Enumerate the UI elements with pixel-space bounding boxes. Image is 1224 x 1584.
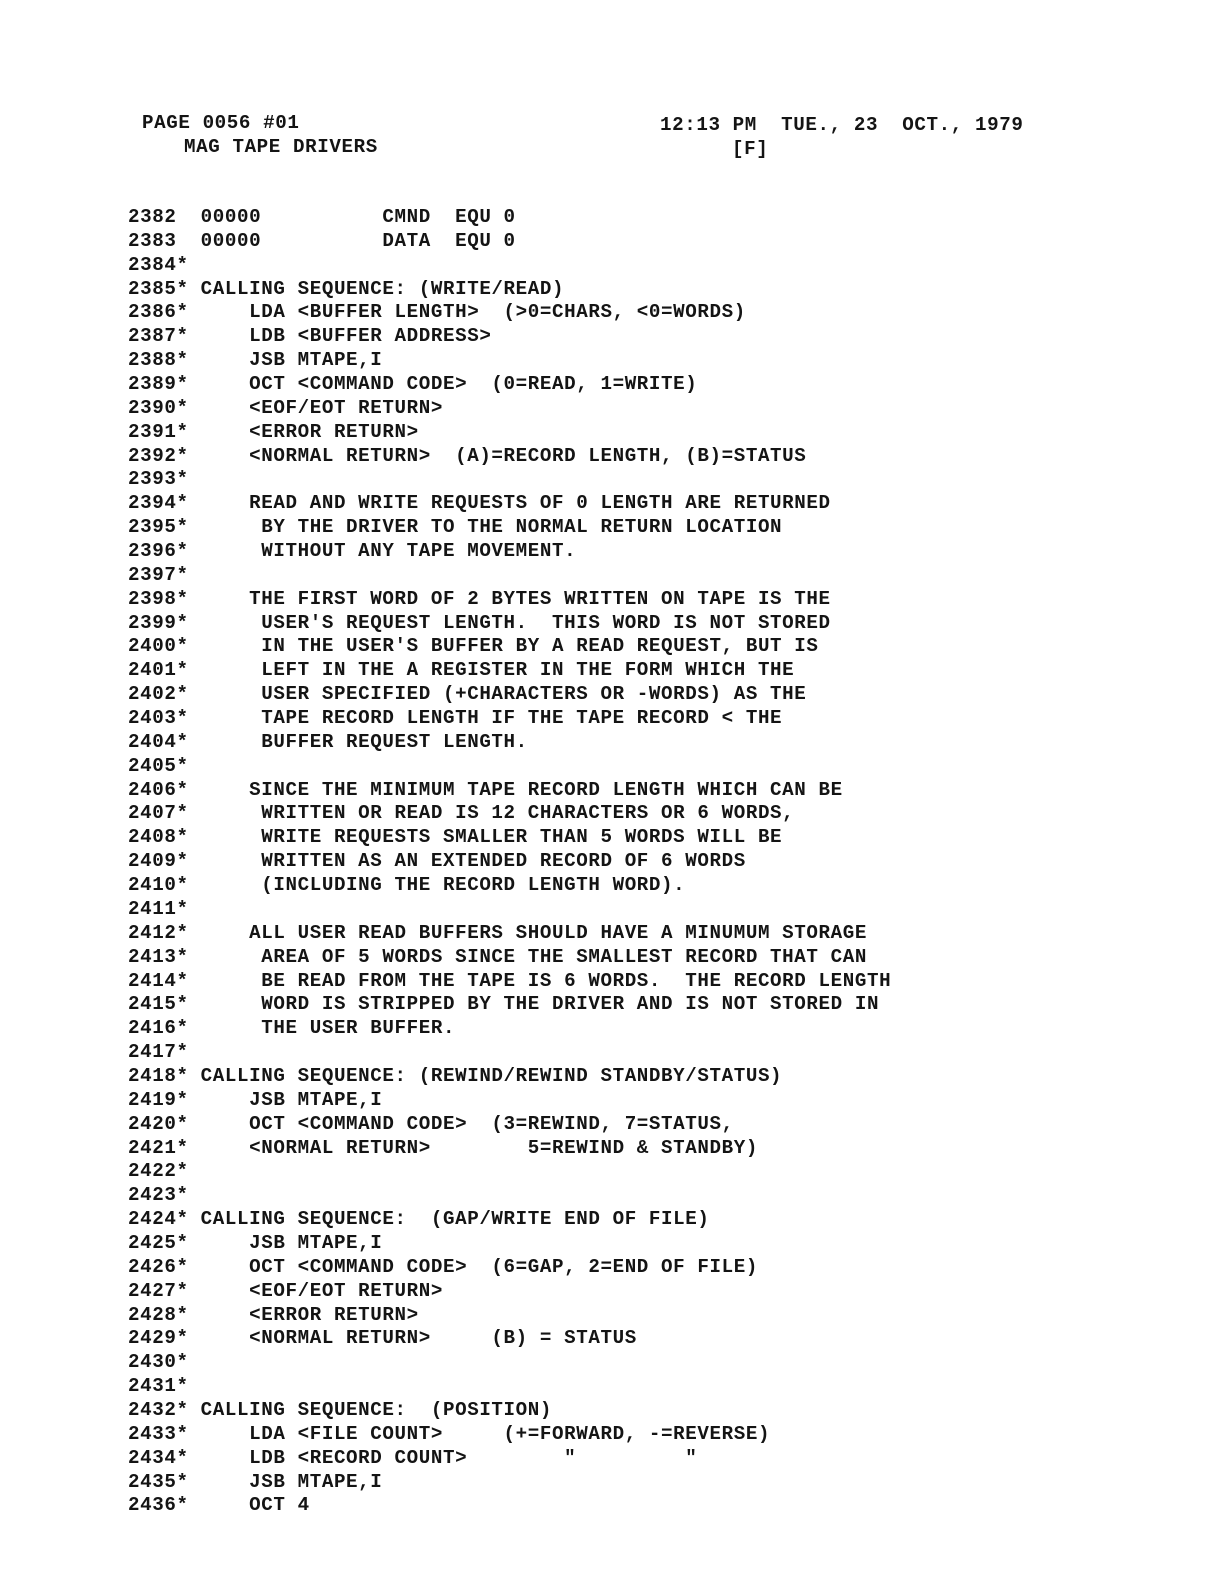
listing-line: 2417* bbox=[128, 1041, 189, 1064]
listing-line: 2425* JSB MTAPE,I bbox=[128, 1231, 383, 1254]
listing-line: 2406* SINCE THE MINIMUM TAPE RECORD LENGTH WHICH CAN BE bbox=[128, 778, 843, 801]
listing-line: 2392* <NORMAL RETURN> (A)=RECORD LENGTH, (B)=STATUS bbox=[128, 444, 807, 467]
listing-line: 2399* USER'S REQUEST LENGTH. THIS WORD IS NOT STORED bbox=[128, 611, 831, 634]
listing-line: 2388* JSB MTAPE,I bbox=[128, 349, 383, 372]
listing-line: 2394* READ AND WRITE REQUESTS OF 0 LENGTH ARE RETURNED bbox=[128, 492, 831, 515]
listing-line: 2416* THE USER BUFFER. bbox=[128, 1017, 456, 1040]
listing-line: 2401* LEFT IN THE A REGISTER IN THE FORM WHICH THE bbox=[128, 659, 795, 682]
page-number: PAGE 0056 #01 bbox=[142, 112, 300, 134]
listing-line: 2424* CALLING SEQUENCE: (GAP/WRITE END OF FILE) bbox=[128, 1208, 710, 1231]
listing-line: 2420* OCT <COMMAND CODE> (3=REWIND, 7=STATUS, bbox=[128, 1112, 734, 1135]
code-listing bbox=[128, 206, 891, 1518]
listing-line: 2433* LDA <FILE COUNT> (+=FORWARD, -=REVERSE) bbox=[128, 1422, 771, 1445]
listing-line: 2387* LDB <BUFFER ADDRESS> bbox=[128, 325, 492, 348]
listing-line: 2405* bbox=[128, 754, 189, 777]
listing-line: 2389* OCT <COMMAND CODE> (0=READ, 1=WRITE) bbox=[128, 373, 698, 396]
listing-line: 2421* <NORMAL RETURN> 5=REWIND & STANDBY) bbox=[128, 1136, 758, 1159]
listing-line: 2415* WORD IS STRIPPED BY THE DRIVER AND IS NOT STORED IN bbox=[128, 993, 880, 1016]
listing-line: 2386* LDA <BUFFER LENGTH> (>0=CHARS, <0=WORDS) bbox=[128, 301, 746, 324]
listing-line: 2391* <ERROR RETURN> bbox=[128, 420, 419, 443]
listing-line: 2382 00000 CMND EQU 0 bbox=[128, 206, 516, 228]
listing-line: 2402* USER SPECIFIED (+CHARACTERS OR -WORDS) AS THE bbox=[128, 683, 807, 706]
listing-line: 2383 00000 DATA EQU 0 bbox=[128, 229, 516, 252]
listing-line: 2398* THE FIRST WORD OF 2 BYTES WRITTEN ON TAPE IS THE bbox=[128, 587, 831, 610]
listing-line: 2426* OCT <COMMAND CODE> (6=GAP, 2=END OF FILE) bbox=[128, 1255, 758, 1278]
listing-line: 2419* JSB MTAPE,I bbox=[128, 1088, 383, 1111]
listing-line: 2423* bbox=[128, 1184, 189, 1207]
listing-line: 2411* bbox=[128, 897, 189, 920]
listing-line: 2431* bbox=[128, 1375, 189, 1398]
listing-line: 2403* TAPE RECORD LENGTH IF THE TAPE RECORD < THE bbox=[128, 707, 783, 730]
listing-line: 2396* WITHOUT ANY TAPE MOVEMENT. bbox=[128, 540, 577, 563]
listing-line: 2434* LDB <RECORD COUNT> " " bbox=[128, 1446, 698, 1469]
listing-line: 2410* (INCLUDING THE RECORD LENGTH WORD). bbox=[128, 874, 686, 897]
listing-line: 2432* CALLING SEQUENCE: (POSITION) bbox=[128, 1398, 553, 1421]
section-code: [F] bbox=[732, 138, 769, 160]
section-title: MAG TAPE DRIVERS bbox=[184, 136, 378, 158]
listing-line: 2395* BY THE DRIVER TO THE NORMAL RETURN LOCATION bbox=[128, 516, 783, 539]
listing-line: 2427* <EOF/EOT RETURN> bbox=[128, 1279, 443, 1302]
listing-line: 2412* ALL USER READ BUFFERS SHOULD HAVE A MINUMUM STORAGE bbox=[128, 921, 867, 944]
listing-line: 2428* <ERROR RETURN> bbox=[128, 1303, 419, 1326]
listing-line: 2407* WRITTEN OR READ IS 12 CHARACTERS OR 6 WORDS, bbox=[128, 802, 795, 825]
listing-line: 2436* OCT 4 bbox=[128, 1494, 310, 1517]
listing-line: 2429* <NORMAL RETURN> (B) = STATUS bbox=[128, 1327, 637, 1350]
listing-line: 2393* bbox=[128, 468, 189, 491]
listing-line: 2408* WRITE REQUESTS SMALLER THAN 5 WORDS WILL BE bbox=[128, 826, 783, 849]
listing-line: 2404* BUFFER REQUEST LENGTH. bbox=[128, 730, 528, 753]
listing-line: 2413* AREA OF 5 WORDS SINCE THE SMALLEST RECORD THAT CAN bbox=[128, 945, 867, 968]
listing-line: 2390* <EOF/EOT RETURN> bbox=[128, 396, 443, 419]
listing-line: 2400* IN THE USER'S BUFFER BY A READ REQUEST, BUT IS bbox=[128, 635, 819, 658]
listing-line: 2435* JSB MTAPE,I bbox=[128, 1470, 383, 1493]
listing-line: 2409* WRITTEN AS AN EXTENDED RECORD OF 6 WORDS bbox=[128, 850, 746, 873]
listing-line: 2397* bbox=[128, 563, 189, 586]
listing-line: 2422* bbox=[128, 1160, 189, 1183]
listing-line: 2414* BE READ FROM THE TAPE IS 6 WORDS. THE RECORD LENGTH bbox=[128, 969, 892, 992]
listing-line: 2384* bbox=[128, 253, 189, 276]
print-datetime: 12:13 PM TUE., 23 OCT., 1979 bbox=[660, 114, 1024, 136]
listing-line: 2430* bbox=[128, 1351, 189, 1374]
listing-line: 2418* CALLING SEQUENCE: (REWIND/REWIND STANDBY/STATUS) bbox=[128, 1064, 783, 1087]
listing-line: 2385* CALLING SEQUENCE: (WRITE/READ) bbox=[128, 277, 565, 300]
